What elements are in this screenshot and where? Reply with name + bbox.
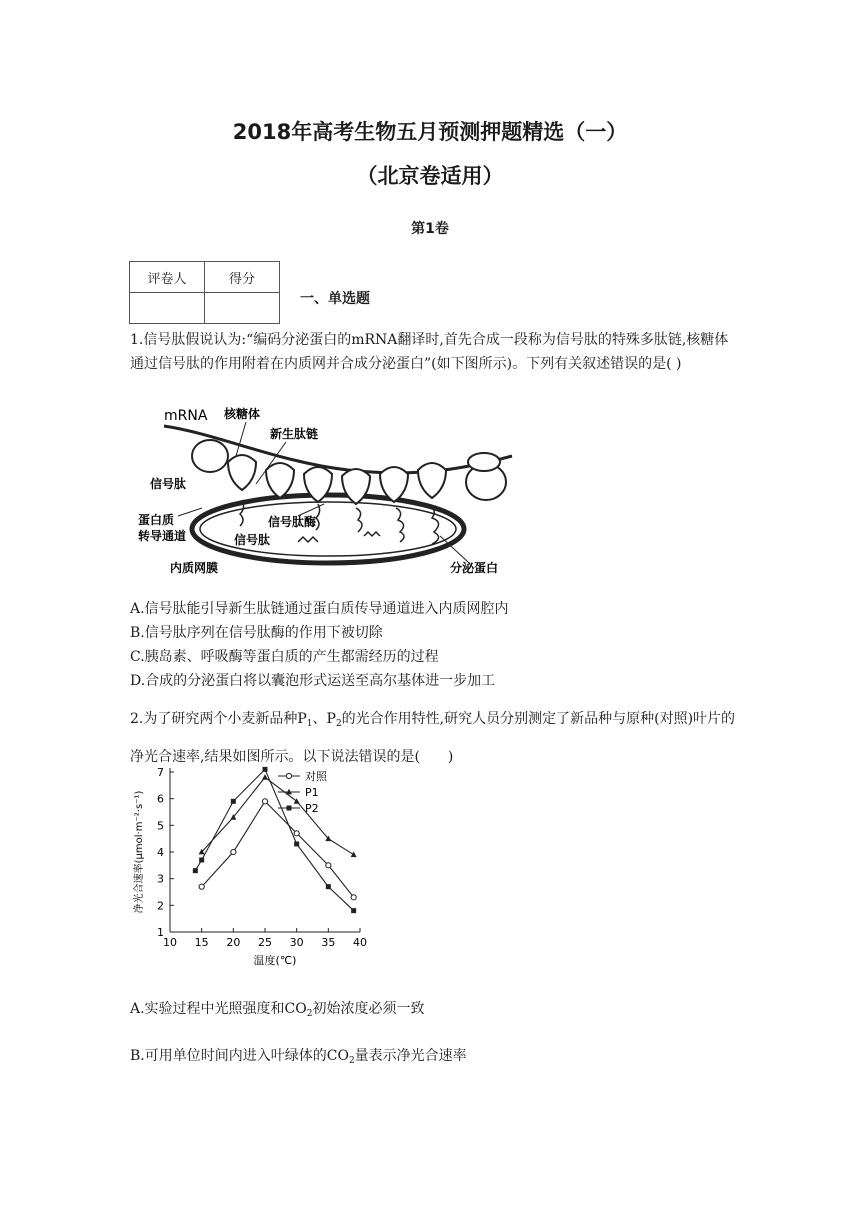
data-point-0: [231, 849, 236, 854]
signal-peptide-diagram: [128, 404, 520, 580]
question-2-sub-2: 2: [335, 719, 342, 729]
data-point-2: [326, 884, 331, 889]
data-point-2: [294, 842, 299, 847]
free-signal-peptide: [298, 537, 318, 542]
x-tick-label: 40: [353, 936, 367, 949]
y-tick-label: 4: [157, 846, 164, 859]
question-2-option-b: [130, 1045, 467, 1066]
y-axis-label: 净光合速率(μmol·m⁻²·s⁻¹): [134, 790, 145, 914]
data-point-1: [294, 798, 300, 804]
question-1-text: 1.信号肽假说认为:“编码分泌蛋白的mRNA翻译时,首先合成一段称为信号肽的特殊多肽链,核糖体通过信号肽的作用附着在内质网并合成分泌蛋白”(如下图所示)。下列有关叙述错误的是( ): [130, 332, 729, 372]
y-tick-label: 1: [157, 926, 164, 939]
ribosome-free: [192, 440, 228, 472]
question-2-option-a: [130, 998, 424, 1019]
x-tick-label: 30: [289, 936, 304, 949]
label-er-membrane: 内质网膜: [170, 561, 219, 575]
ribosome: [418, 463, 446, 498]
x-axis-label: 温度(℃): [253, 954, 297, 967]
question-1-option-a: A.信号肽能引导新生肽链通过蛋白质传导通道进入内质网腔内: [130, 601, 509, 617]
question-2-option-a-after: 初始浓度必须一致: [312, 1001, 425, 1017]
label-transport-channel-2: 转导通道: [138, 529, 187, 543]
data-point-0: [351, 895, 356, 900]
x-tick-label: 15: [194, 936, 209, 949]
score-table-header-score: 得分: [205, 262, 280, 293]
y-tick-label: 5: [157, 819, 164, 833]
series-line-1: [202, 777, 354, 854]
er-membrane-outer: [192, 495, 464, 563]
score-table-header-reviewer: 评卷人: [130, 262, 205, 293]
legend-label-1: P1: [305, 786, 319, 799]
data-point-0: [294, 831, 299, 836]
label-transport-channel-1: 蛋白质: [138, 513, 175, 527]
y-tick-label: 3: [157, 872, 164, 886]
legend-label-0: 对照: [305, 770, 327, 783]
data-point-2: [351, 908, 356, 913]
question-1-option-c: C.胰岛素、呼吸酶等蛋白质的产生都需经历的过程: [130, 649, 439, 665]
legend-marker-2: [287, 806, 292, 811]
x-tick-label: 25: [258, 936, 272, 949]
question-2-option-a-before: A.实验过程中光照强度和CO: [130, 1001, 307, 1017]
data-point-2: [231, 799, 236, 804]
y-tick-label: 6: [157, 792, 164, 806]
ribosome: [266, 463, 294, 498]
question-2-option-a-sub: 2: [306, 1009, 313, 1019]
volume-label: 第1卷: [411, 221, 449, 237]
page-subtitle: （北京卷适用）: [356, 164, 504, 188]
question-2-text-after: 的光合作用特性,研究人员分别测定了新品种与原种(对照)叶片的净光合速率,结果如图所示。以下说法错误的是( ): [130, 711, 736, 765]
data-point-0: [199, 884, 204, 889]
ribosome-free: [468, 453, 500, 471]
label-signal-peptide-1: 信号肽: [150, 477, 187, 491]
x-tick-label: 10: [163, 936, 177, 949]
score-table-cell-score: [205, 293, 280, 324]
y-tick-label: 2: [157, 899, 164, 913]
label-ribosome: 核糖体: [224, 407, 261, 421]
data-point-0: [326, 863, 331, 868]
score-table-cell-reviewer: [130, 293, 205, 324]
question-1-option-d: D.合成的分泌蛋白将以囊泡形式运送至高尔基体进一步加工: [130, 673, 496, 689]
net-photosynthesis-chart: [128, 760, 378, 972]
data-point-0: [262, 799, 267, 804]
data-point-2: [263, 767, 268, 772]
question-1-option-b: B.信号肽序列在信号肽酶的作用下被切除: [130, 625, 383, 641]
label-secretory-protein: 分泌蛋白: [450, 561, 499, 575]
label-signal-peptide-2: 信号肽: [234, 533, 271, 547]
data-point-2: [199, 858, 204, 863]
series-line-0: [202, 801, 354, 897]
page-title: 2018年高考生物五月预测押题精选（一）: [232, 120, 628, 144]
section-title: 一、单选题: [300, 291, 370, 307]
legend-marker-0: [286, 773, 291, 778]
y-tick-label: 7: [157, 766, 164, 779]
data-point-2: [193, 868, 198, 873]
question-2-option-b-sub: 2: [348, 1056, 355, 1066]
score-table: [129, 261, 280, 324]
er-membrane-inner: [200, 502, 456, 556]
ribosome: [228, 455, 256, 490]
question-2-option-b-before: B.可用单位时间内进入叶绿体的CO: [130, 1048, 349, 1064]
legend-label-2: P2: [305, 802, 319, 815]
label-new-chain: 新生肽链: [270, 427, 319, 441]
label-signal-peptidase: 信号肽酶: [268, 515, 317, 529]
question-2-text-mid: 、P: [312, 711, 336, 727]
data-point-1: [351, 851, 357, 857]
question-2-option-b-after: 量表示净光合速率: [354, 1048, 467, 1064]
question-2-text-before: 2.为了研究两个小麦新品种P: [130, 711, 307, 727]
question-2-sub-1: 1: [306, 719, 313, 729]
x-tick-label: 35: [321, 936, 336, 949]
ribosome-group: [192, 440, 506, 504]
label-mrna: mRNA: [164, 408, 208, 424]
x-tick-label: 20: [226, 936, 241, 949]
